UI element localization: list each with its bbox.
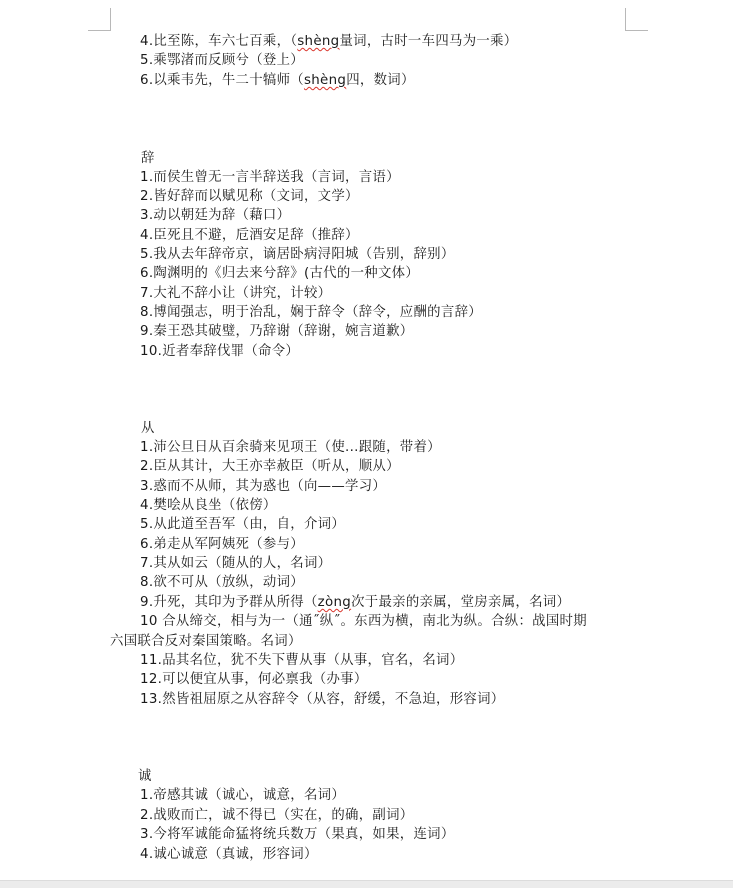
entry-line: 4.臣死且不避，卮酒安足辞（推辞） [140, 228, 359, 243]
entry-text: 次于最亲的亲属，堂房亲属，名词） [351, 595, 571, 610]
entry-line: 6.陶渊明的《归去来兮辞》(古代的一种文体） [140, 266, 420, 281]
entry-line: 9.秦王恐其破璧，乃辞谢（辞谢，婉言道歉） [140, 324, 414, 339]
pinyin-text: zòng [317, 595, 352, 610]
entry-text: 量词，古时一车四马为一乘） [339, 34, 518, 49]
section-heading: 诚 [138, 769, 152, 784]
section-heading: 辞 [141, 151, 155, 166]
entry-line: 8.博闻强志，明于治乱，娴于辞令（辞令，应酬的言辞） [140, 305, 482, 320]
margin-corner-mark-right [625, 8, 648, 31]
entry-line: 2.战败而亡，诚不得已（实在，的确，副词） [140, 808, 414, 823]
entry-line: 5.我从去年辞帝京，谪居卧病浔阳城（告别，辞别） [140, 247, 455, 262]
entry-line: 3.惑而不从师，其为惑也（向——学习） [140, 479, 387, 494]
pinyin-text: shèng [297, 34, 340, 49]
entry-line [140, 71, 415, 90]
section-heading: 从 [141, 421, 155, 436]
entry-line [140, 32, 517, 51]
entry-line: 12.可以便宜从事，何必禀我（办事） [140, 672, 368, 687]
entry-line: 11.品其名位，犹不失下曹从事（从事，官名，名词） [140, 653, 464, 668]
entry-line: 1.帝感其诚（诚心，诚意，名词） [140, 788, 346, 803]
entry-line: 7.其从如云（随从的人，名词） [140, 556, 332, 571]
entry-line: 10.近者奉辞伐罪（命令） [140, 344, 300, 359]
entry-line: 13.然皆祖屈原之从容辞令（从容，舒缓，不急迫，形容词） [140, 692, 505, 707]
margin-corner-mark-left [88, 8, 111, 31]
entry-line: 3.动以朝廷为辞（藉口） [140, 208, 291, 223]
entry-line: 7.大礼不辞小让（讲究，计较） [140, 286, 332, 301]
pinyin-text: shèng [303, 73, 347, 88]
entry-line: 10 合从缔交，相与为一（通˝纵˝。东西为横，南北为纵。合纵：战国时期 [140, 614, 587, 629]
entry-line: 6.弟走从军阿姨死（参与） [140, 537, 304, 552]
entry-text: 4.比至陈，车六七百乘，（ [140, 34, 298, 49]
entry-line [140, 51, 304, 70]
entry-text: 9.升死，其印为予群从所得（ [140, 595, 318, 610]
entry-text: 5.乘鄂渚而反顾兮（登上） [140, 53, 304, 68]
entry-line: 8.欲不可从（放纵，动词） [140, 575, 304, 590]
entry-line-continuation: 六国联合反对秦国策略。名词） [110, 634, 302, 649]
entry-line: 4.樊哙从良坐（依傍） [140, 498, 277, 513]
entry-line [140, 593, 570, 612]
entry-line: 5.从此道至吾军（由，自，介词） [140, 517, 346, 532]
entry-text: 四，数词） [346, 73, 415, 88]
entry-line: 1.而侯生曾无一言半辞送我（言词，言语） [140, 170, 400, 185]
entry-line: 4.诚心诚意（真诚，形容词） [140, 847, 318, 862]
entry-line: 2.臣从其计，大王亦幸赦臣（听从，顺从） [140, 459, 400, 474]
entry-line: 3.今将军诚能命猛将统兵数万（果真，如果，连词） [140, 827, 455, 842]
entry-text: 6.以乘韦先，牛二十犒师（ [140, 73, 304, 88]
entry-line: 2.皆好辞而以赋见称（文词，文学） [140, 189, 359, 204]
entry-line: 1.沛公旦日从百余骑来见项王（使...跟随，带着） [140, 440, 441, 455]
